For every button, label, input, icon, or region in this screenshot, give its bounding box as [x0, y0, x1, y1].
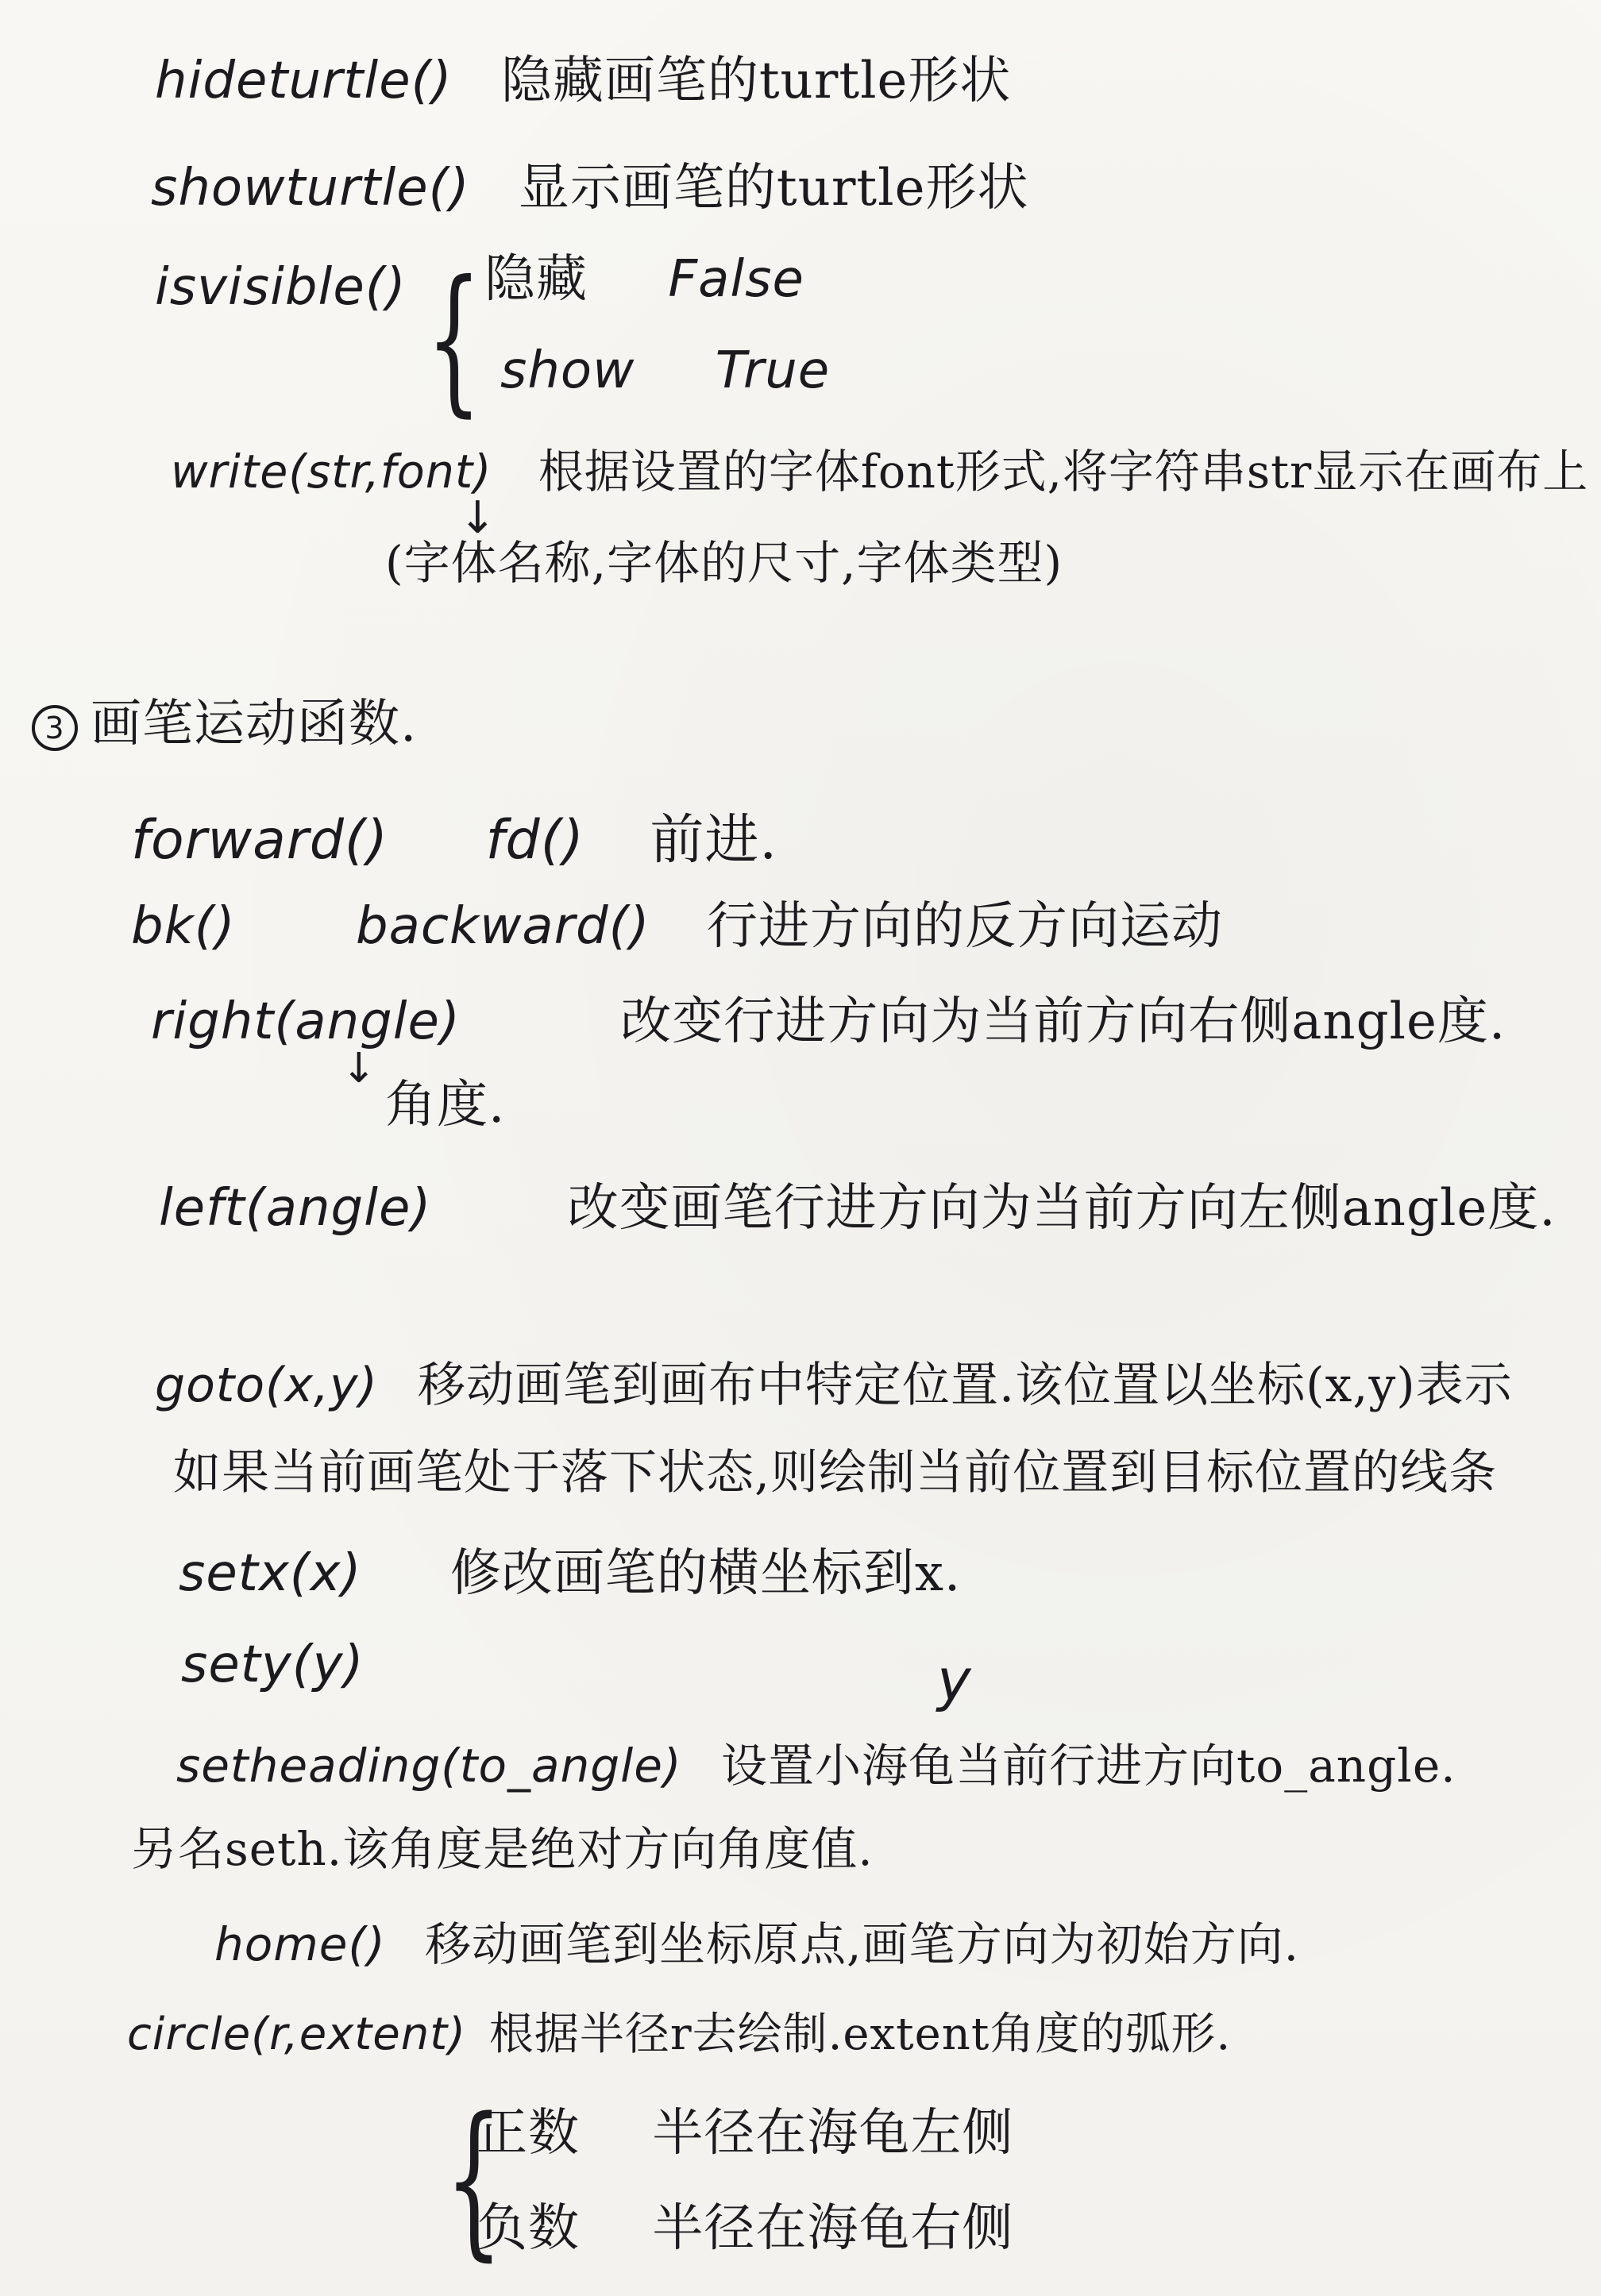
- left-desc: 改变画笔行进方向为当前方向左侧angle度.: [567, 1179, 1557, 1238]
- section3-title: 画笔运动函数.: [91, 695, 418, 753]
- right-arrow-icon: ↓: [341, 1045, 376, 1092]
- circle-line: [127, 2009, 1232, 2060]
- right-param-note: 角度.: [385, 1076, 506, 1135]
- isvisible-func-line: [155, 258, 407, 317]
- bk-line: [131, 897, 1223, 956]
- setheading-desc: 设置小海龟当前行进方向to_angle.: [720, 1739, 1456, 1793]
- isvisible-func: isvisible(): [155, 258, 407, 317]
- setx-desc: 修改画笔的横坐标到x.: [449, 1544, 962, 1603]
- isvisible-show-line: [500, 341, 831, 400]
- isvisible-hidden-label: 隐藏: [484, 250, 588, 309]
- bk-desc: 行进方向的反方向运动: [706, 897, 1223, 956]
- isvisible-show-value: True: [715, 341, 831, 400]
- forward-func: forward(): [131, 809, 388, 872]
- showturtle-desc: 显示画笔的turtle形状: [518, 159, 1029, 218]
- write-desc: 根据设置的字体font形式,将字符串str显示在画布上: [538, 445, 1589, 499]
- section3-header: [32, 695, 418, 753]
- write-font-note-line: [385, 536, 1063, 590]
- home-func: home(): [214, 1917, 386, 1971]
- right-desc: 改变行进方向为当前方向右侧angle度.: [620, 992, 1506, 1051]
- circle-negative-line: [476, 2199, 1014, 2258]
- hideturtle-line: [155, 52, 1012, 110]
- bk-func: bk(): [131, 897, 236, 956]
- showturtle-line: [151, 159, 1029, 218]
- left-line: [159, 1179, 1557, 1238]
- hideturtle-func: hideturtle(): [155, 52, 453, 110]
- sety-line: [181, 1635, 365, 1694]
- isvisible-brace-icon: {: [426, 247, 482, 432]
- circle-desc: 根据半径r去绘制.extent角度的弧形.: [488, 2009, 1232, 2060]
- sety-func: sety(y): [181, 1635, 365, 1694]
- setx-line: [179, 1544, 962, 1603]
- right-param-line: [385, 1076, 506, 1135]
- setheading-line: [176, 1739, 1456, 1793]
- section3-number: 3: [32, 705, 78, 751]
- circle-positive-label: 正数: [476, 2104, 580, 2163]
- circle-func: circle(r,extent): [127, 2009, 467, 2060]
- forward-line: [131, 809, 778, 872]
- write-line: [171, 445, 1589, 499]
- left-func: left(angle): [159, 1179, 432, 1238]
- setheading-desc2: 另名seth.该角度是绝对方向角度值.: [131, 1822, 874, 1876]
- circle-negative-label: 负数: [476, 2199, 580, 2258]
- goto-func: goto(x,y): [155, 1358, 378, 1413]
- circle-brace-icon: {: [445, 2082, 503, 2276]
- write-func: write(str,font): [171, 445, 492, 499]
- sety-desc-line: [937, 1647, 972, 1713]
- isvisible-hidden-value: False: [668, 250, 804, 309]
- setx-func: setx(x): [179, 1544, 362, 1603]
- bk-alias: backward(): [355, 897, 650, 956]
- setheading-func: setheading(to_angle): [176, 1739, 682, 1793]
- showturtle-func: showturtle(): [151, 159, 470, 218]
- home-line: [214, 1917, 1299, 1971]
- forward-desc: 前进.: [650, 809, 778, 872]
- setheading-desc2-line: [131, 1822, 874, 1876]
- circle-negative-desc: 半径在海龟右侧: [652, 2199, 1014, 2258]
- goto-desc2-line: [173, 1445, 1498, 1500]
- isvisible-hidden-line: [484, 250, 804, 309]
- hideturtle-desc: 隐藏画笔的turtle形状: [500, 52, 1012, 110]
- isvisible-show-label: show: [500, 341, 635, 400]
- goto-desc: 移动画笔到画布中特定位置.该位置以坐标(x,y)表示: [418, 1358, 1513, 1413]
- right-line: [151, 992, 1506, 1051]
- goto-line: [155, 1358, 1513, 1413]
- home-desc: 移动画笔到坐标原点,画笔方向为初始方向.: [425, 1917, 1299, 1971]
- sety-desc: y: [937, 1647, 972, 1713]
- forward-alias: fd(): [485, 809, 584, 872]
- write-arrow-icon: ↓: [459, 492, 496, 544]
- write-font-note: (字体名称,字体的尺寸,字体类型): [385, 536, 1063, 590]
- goto-desc2: 如果当前画笔处于落下状态,则绘制当前位置到目标位置的线条: [173, 1445, 1498, 1500]
- circle-positive-line: [476, 2104, 1014, 2163]
- right-func: right(angle): [151, 992, 461, 1051]
- circle-positive-desc: 半径在海龟左侧: [652, 2104, 1014, 2163]
